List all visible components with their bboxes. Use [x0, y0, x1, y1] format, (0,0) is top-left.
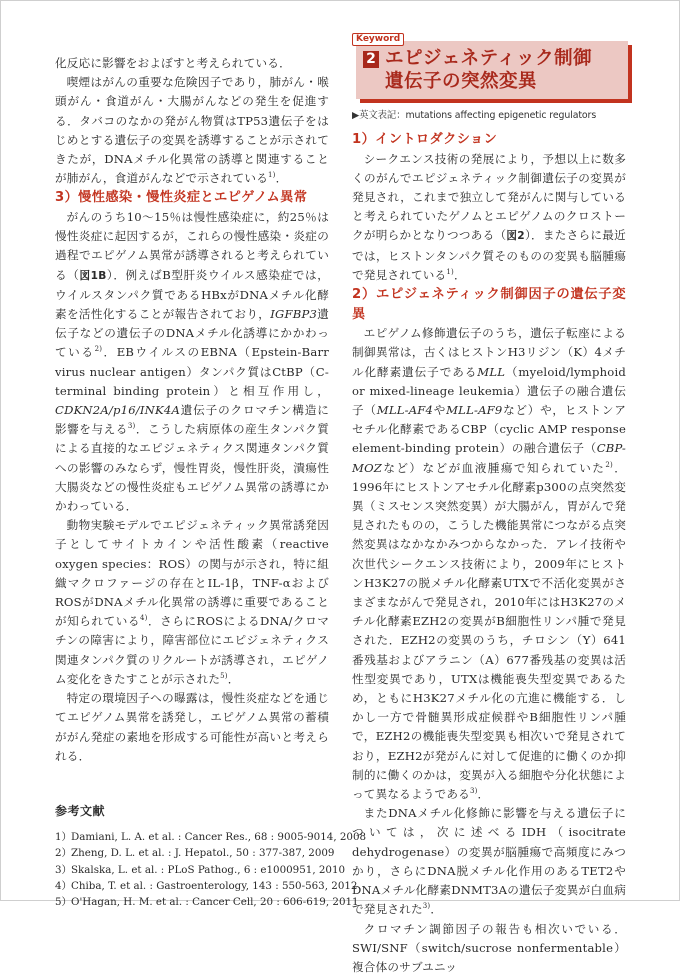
reference-text: Zheng, D. L. et al. : J. Hepatol., 50 : 377-387, 2009: [71, 847, 334, 859]
reference-text: O'Hagan, H. M. et al. : Cancer Cell, 20 : 606-619, 2011: [71, 896, 359, 908]
text: （myeloid/lymphoid or mixed-lineage leukemia）遺伝子の融合遺伝子（: [352, 365, 626, 417]
reference-item: [55, 894, 329, 910]
paragraph: [55, 208, 329, 516]
figure-reference[interactable]: 図2: [506, 230, 524, 242]
text: ．: [228, 672, 240, 686]
keyword-title-box: [356, 41, 628, 99]
text: 遺伝子などの遺伝子のDNAメチル化誘導にかかわっている: [55, 307, 329, 359]
gene-name: MLL-AF4: [377, 403, 433, 417]
text: 遺伝子のクロマチン構造に影響を与える: [55, 403, 329, 436]
citation[interactable]: 3): [423, 902, 431, 910]
reference-number: 3）: [55, 862, 71, 878]
keyword-tag: Keyword: [352, 33, 404, 46]
keyword-number: 2: [363, 51, 379, 68]
section-heading: 3）慢性感染・慢性炎症とエピゲノム異常: [55, 188, 329, 208]
text: ．さらにROSによるDNA/クロマチンの障害により，障害部位にエピジェネティクス関連タンパク質のリクルートが誘導され，エピゲノム変化をきたすことが示された: [55, 614, 329, 686]
paragraph: [352, 920, 626, 977]
text: など）や，ヒストンアセチル化酵素であるCBP（cyclic AMP response element-binding protein）の融合遺伝子（: [352, 403, 626, 455]
text: 喫煙はがんの重要な危険因子であり，肺がん・喉頭がん・食道がん・大腸がんなどの発生を促進する．タバコのなかの発がん物質はTP53遺伝子をはじめとする遺伝子の変異を誘導することが示されてきたが，DNAメチル化異常の誘導と関連することが肺がん，食道がんなどで示されている: [55, 75, 329, 185]
gene-name: IGFBP3: [270, 307, 317, 321]
paragraph: [352, 804, 626, 919]
section-heading: 1）イントロダクション: [352, 130, 626, 150]
reference-list: [55, 829, 329, 910]
keyword-title-line: エピジェネティック制御: [385, 47, 592, 70]
reference-number: 2）: [55, 845, 71, 861]
text: ）．例えばB型肝炎ウイルス感染症では，ウイルスタンパク質であるHBxがDNAメチル化酵素を活性化することが報告されており，: [55, 268, 329, 321]
citation[interactable]: 4): [140, 614, 148, 622]
references-heading: 参考文献: [55, 802, 329, 821]
paragraph: [55, 54, 329, 73]
citation[interactable]: 1): [446, 268, 454, 276]
text: や: [433, 403, 446, 417]
citation[interactable]: 1): [268, 171, 276, 179]
paragraph: [55, 689, 329, 766]
figure-reference[interactable]: 図1B: [79, 270, 106, 282]
section-heading: 2）エピジェネティック制御因子の遺伝子変異: [352, 285, 626, 324]
reference-text: Skalska, L. et al. : PLoS Pathog., 6 : e1000951, 2010: [71, 864, 345, 876]
paragraph: [352, 150, 626, 285]
text: ．: [276, 171, 288, 185]
text: 化反応に影響をおよぼすと考えられている．: [55, 56, 291, 70]
keyword-title-line: 遺伝子の突然変異: [385, 70, 592, 93]
citation[interactable]: 5): [220, 672, 228, 680]
keyword-title: [385, 47, 592, 93]
text: ．: [478, 787, 490, 801]
citation[interactable]: 3): [128, 422, 136, 430]
reference-item: [55, 878, 329, 894]
reference-number: 5）: [55, 894, 71, 910]
text: がんのうち10〜15％は慢性感染症に，約25％は慢性炎症に起因するが，これらの慢性感染・炎症の過程でエピゲノム異常が誘導されると考えられている（: [55, 210, 329, 282]
text: エピゲノム修飾遺伝子のうち，遺伝子転座による制御異常は，古くはヒストンH3リジン（K）4メチル化酵素遺伝子である: [352, 326, 626, 378]
gene-name: CBP-MOZ: [352, 441, 626, 474]
gene-name: MLL-AF9: [446, 403, 502, 417]
text: 動物実験モデルでエピジェネティック異常誘発因子としてサイトカインや活性酸素（reactive oxygen species：ROS）の関与が示され，特に組織マクロファージの存在とIL-1β，TNF-αおよびROSがDNAメチル化異常の誘導に重要であることが知られている: [55, 518, 329, 628]
paragraph: [352, 324, 626, 804]
gene-name: MLL: [477, 365, 505, 379]
reference-item: [55, 845, 329, 861]
text: ．こうした病原体の産生タンパク質による直接的なエピジェネティクス関連タンパク質への影響のみならず，慢性胃炎，慢性肝炎，潰瘍性大腸炎などの慢性炎症もエピゲノム異常の誘導にかかわっている．: [55, 422, 329, 513]
paragraph: [55, 73, 329, 188]
text: ．: [430, 902, 442, 916]
citation[interactable]: 3): [470, 787, 478, 795]
paragraph: [55, 516, 329, 689]
text: ）．またさらに最近では，ヒストンタンパク質そのものの変異も脳腫瘍で発見されている: [352, 228, 626, 281]
english-label: ▶英文表記：mutations affecting epigenetic regulators: [352, 107, 596, 121]
text: ．1996年にヒストンアセチル化酵素p300の点突然変異（ミスセンス突然変異）が大腸がん，胃がんで発見されたものの，こうした機能異常につながる点突然変異はなかなかみつからなかった．アレイ技術や次世代シークエンス技術により，2009年にヒストンH3K27の脱メチル化酵素UTXで不活化変異がさまざまながんで発見され，2010年にはH3K27のメチル化酵素EZH2の変異がB細胞性リンパ腫で発見された．EZH2の変異のうち，チロシン（Y）641番残基およびアラニン（A）677番残基の変異は活性型変異であり，UTXは機能喪失型変異であるため，ともにH3K27メチル化の亢進に機能する．しかし一方で骨髄異形成症候群やB細胞性リンパ腫で，EZH2の機能喪失型変異も相次いで発見されており，EZH2が発がんに対して促進的に働くのか抑制的に働くのかは，変異が入る細胞や分化状態によって異なるようである: [352, 461, 626, 801]
gene-name: CDKN2A/p16/INK4A: [55, 403, 180, 417]
reference-item: [55, 862, 329, 878]
text: など）などが血液腫瘍で知られていた: [382, 461, 605, 475]
reference-text: Damiani, L. A. et al. : Cancer Res., 68 : 9005-9014, 2008: [71, 831, 366, 843]
reference-item: [55, 829, 329, 845]
text: 特定の環境因子への曝露は，慢性炎症などを通じてエピゲノム異常を誘発し，エピゲノム異常の蓄積ががん発症の素地を形成する可能性が高いと考えられる．: [55, 691, 329, 763]
text: シークエンス技術の発展により，予想以上に数多くのがんでエピジェネティック制御遺伝子の変異が発見され，これまで独立して発がんに関与していると考えられていたゲノムとエピゲノムのクロストークが明らかとなりつつある（: [352, 152, 626, 243]
citation[interactable]: 2): [605, 461, 613, 469]
text: ．EBウイルスのEBNA（Epstein-Barr virus nuclear antigen）タンパク質はCtBP（C-terminal binding protein）と相互作用し，: [55, 345, 329, 397]
text: クロマチン調節因子の報告も相次いでいる．SWI/SNF（switch/sucrose nonfermentable）複合体のサブユニッ: [352, 922, 626, 974]
text: ．: [454, 268, 466, 282]
reference-number: 1）: [55, 829, 71, 845]
right-column: [352, 130, 626, 977]
text: またDNAメチル化修飾に影響を与える遺伝子については，次に述べるIDH（isocitrate dehydrogenase）の変異が脳腫瘍で高頻度にみつかり，さらにDNA脱メチル化作用のあるTET2やDNAメチル化酵素DNMT3Aの遺伝子変異が白血病で発見された: [352, 806, 626, 916]
left-column: [55, 54, 329, 911]
reference-text: Chiba, T. et al. : Gastroenterology, 143 : 550-563, 2012: [71, 880, 357, 892]
citation[interactable]: 2): [95, 345, 103, 353]
reference-number: 4）: [55, 878, 71, 894]
